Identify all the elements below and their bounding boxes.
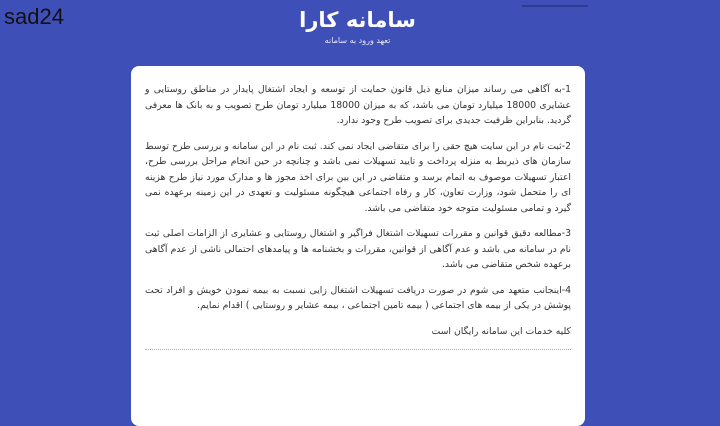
free-service-note: کلیه خدمات این سامانه رایگان است: [431, 325, 571, 337]
page-subtitle: تعهد ورود به سامانه: [324, 36, 391, 45]
term-item: 3-مطالعه دقیق قوانین و مقررات تسهیلات اشتغال فراگیر و اشتغال روستایی و عشایری از الزامات اصلی ثبت نام در سامانه می باشد و عدم آگاهی از قوانین، مقررات و بخشنامه ها و پیامدهای احتمالی ناشی از عدم آگاهی برعهده شخص متقاضی می باشد.: [145, 228, 571, 270]
watermark: sad24: [4, 4, 64, 29]
term-item: 2-ثبت نام در این سایت هیچ حقی را برای متقاضی ایجاد نمی کند. ثبت نام در این سامانه و بررسی طرح توسط سازمان های ذیربط به منزله پرداخت و تایید تسهیلات نمی باشد و چنانچه در حین انجام مراحل بررسی طرح، اعتبار تسهیلات موصوف به اتمام برسد و متقاضی در این بین برای اخذ مجوز ها و مدارک مورد نیاز طرح هزینه ای را متحمل شود، وزارت تعاون، کار و رفاه اجتماعی هیچگونه مسئولیت و تعهدی در این زمینه برعهده نمی گیرد و تمامی مسئولیت متوجه خود متقاضی می باشد.: [145, 140, 571, 214]
page-title: سامانه کارا: [299, 8, 416, 32]
page-header: [130, 8, 585, 45]
top-divider: [522, 5, 588, 7]
terms-card: [131, 66, 585, 426]
dotted-divider: [145, 349, 571, 350]
term-item: 4-اینجانب متعهد می شوم در صورت دریافت تسهیلات اشتغال زایی نسبت به بیمه نمودن خویش و افراد تحت پوشش در یکی از بیمه های اجتماعی ( بیمه تامین اجتماعی ، بیمه عشایر و روستایی ) اقدام نمایم.: [145, 284, 571, 311]
term-item: 1-به آگاهی می رساند میزان منابع ذیل قانون حمایت از توسعه و ایجاد اشتغال پایدار در مناطق روستایی و عشایری 18000 میلیارد تومان می باشد، که به میزان 18000 میلیارد تومان طرح تصویب و به بانک ها معرفی گردید. بنابراین ظرفیت جدیدی برای تصویب طرح وجود ندارد.: [145, 84, 571, 126]
